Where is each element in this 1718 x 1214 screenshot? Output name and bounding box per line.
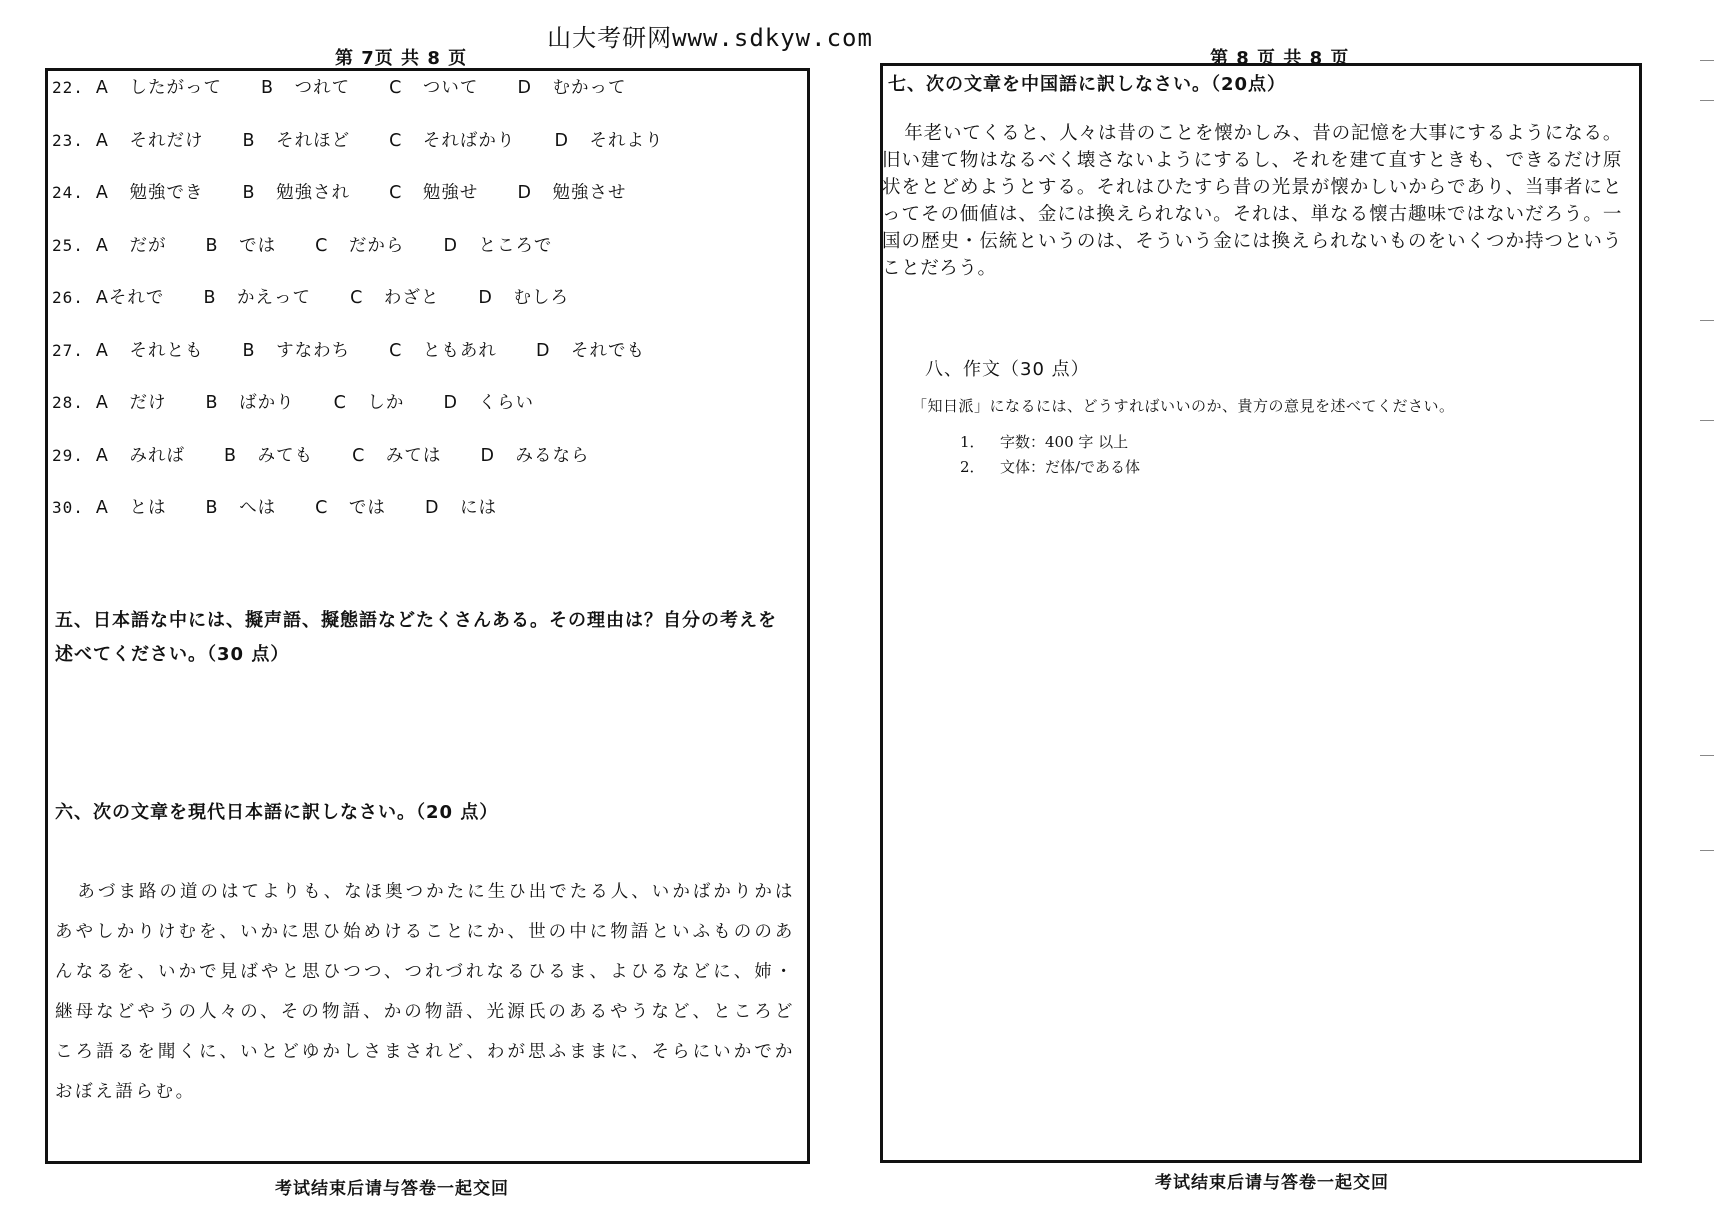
requirement-item	[960, 430, 1140, 455]
section-8-title: 八、作文（30 点）	[925, 359, 1090, 380]
question-30	[52, 494, 792, 547]
question-number: 27.	[52, 340, 84, 360]
scan-mark	[1700, 320, 1714, 321]
section-6-passage-text: あづま路の道のはてよりも、なほ奥つかたに生ひ出でたる人、いかばかりかはあやしかりけむを、いかに思ひ始めけることにか、世の中に物語といふもののあんなるを、いかで見ばやと思ひつつ、つれづれなるひるま、よひるなどに、姉・継母などやうの人々の、その物語、かの物語、光源氏のあるやうなど、ところどころ語るを聞くに、いとどゆかしさまされど、わが思ふままに、そらにいかでかおぼえ語らむ。	[55, 882, 795, 1102]
right-page-footer: 考试结束后请与答卷一起交回	[1155, 1173, 1389, 1193]
section-6-title: 六、次の文章を現代日本語に訳しなさい。（20 点）	[55, 802, 499, 823]
site-header: 山大考研网www.sdkyw.com	[547, 24, 873, 52]
question-26	[52, 284, 792, 337]
question-options: Aそれで B かえって C わざと D むしろ	[95, 288, 569, 308]
scan-mark	[1700, 850, 1714, 851]
section-8-requirements	[960, 430, 1140, 480]
right-page-label: 第 8 页 共 8 页	[1210, 48, 1350, 69]
question-options: A みれば B みても C みては D みるなら	[95, 445, 590, 466]
question-27	[52, 337, 792, 390]
question-number: 23.	[52, 130, 84, 150]
requirement-number: 2．	[960, 458, 985, 476]
question-number: 25.	[52, 235, 84, 255]
left-page-label: 第 7页 共 8 页	[335, 48, 468, 69]
question-22	[52, 74, 792, 127]
scan-mark	[1700, 60, 1714, 61]
question-options: A それとも B すなわち C ともあれ D それでも	[95, 340, 646, 361]
question-options: A だが B では C だから D ところで	[95, 235, 553, 256]
question-number: 24.	[52, 183, 84, 202]
question-number: 29.	[52, 445, 84, 465]
question-list	[52, 74, 792, 547]
section-6-passage	[55, 872, 795, 1112]
question-options: A とは B へは C では D には	[95, 498, 498, 518]
question-options: A したがって B つれて C ついて D むかって	[95, 78, 627, 98]
scan-mark	[1700, 420, 1714, 421]
question-options: A それだけ B それほど C そればかり D それより	[95, 130, 664, 151]
scan-mark	[1700, 755, 1714, 756]
section-7-title: 七、次の文章を中国語に訳しなさい。（20点）	[888, 74, 1287, 95]
section-8-prompt: 「知日派」になるには、どうすればいいのか、貴方の意見を述べてください。	[912, 397, 1455, 415]
section-7-passage	[882, 120, 1622, 282]
question-28	[52, 389, 792, 442]
question-number: 22.	[52, 78, 84, 97]
left-page-footer: 考试结束后请与答卷一起交回	[275, 1179, 509, 1199]
question-25	[52, 232, 792, 285]
scan-mark	[1700, 100, 1714, 101]
question-number: 26.	[52, 288, 84, 307]
section-5-prompt: 五、日本語な中には、擬声語、擬態語などたくさんある。その理由は？自分の考えを述べてください。（30 点）	[55, 610, 777, 665]
question-number: 28.	[52, 393, 84, 412]
question-23	[52, 127, 792, 180]
question-29	[52, 442, 792, 495]
question-number: 30.	[52, 498, 84, 517]
requirement-text: 字数：400 字 以上	[1000, 433, 1129, 451]
requirement-item	[960, 455, 1140, 480]
section-7-passage-text: 年老いてくると、人々は昔のことを懐かしみ、昔の記憶を大事にするようになる。旧い建て物はなるべく壊さないようにするし、それを建て直すときも、できるだけ原状をとどめようとする。それはひたすら昔の光景が懐かしいからであり、当事者にとってその価値は、金には換えられない。それは、単なる懐古趣味ではないだろう。一国の歴史・伝統というのは、そういう金には換えられないものをいくつか持つということだろう。	[882, 123, 1622, 279]
question-24	[52, 179, 792, 232]
requirement-text: 文体：だ体/である体	[1000, 458, 1141, 476]
question-options: A 勉強でき B 勉強され C 勉強せ D 勉強させ	[95, 183, 627, 203]
question-options: A だけ B ばかり C しか D くらい	[95, 393, 535, 413]
requirement-number: 1．	[960, 433, 985, 451]
